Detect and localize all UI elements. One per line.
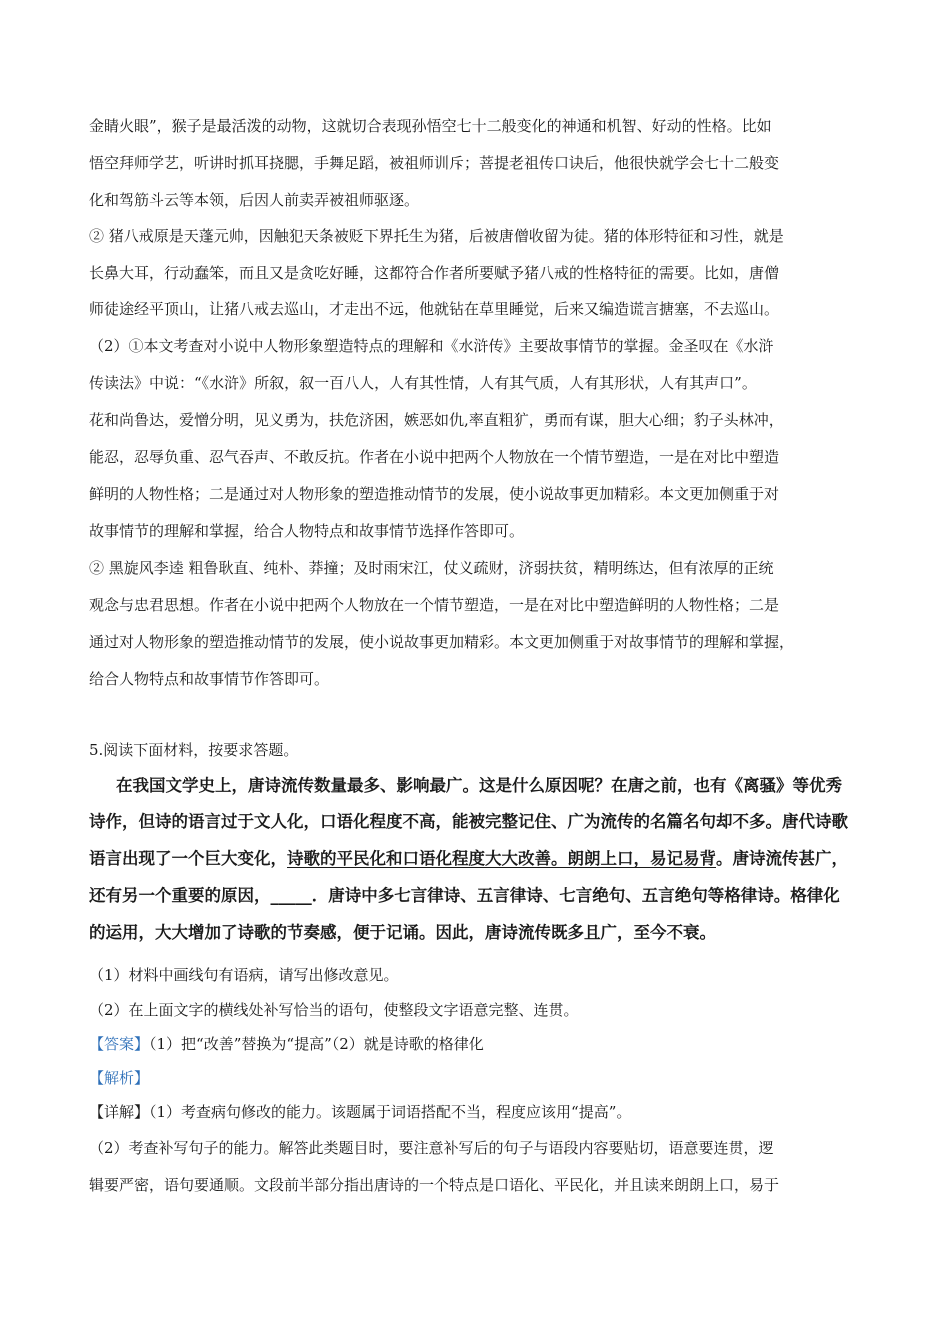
blank-line: _____	[270, 886, 312, 905]
material-text: 还有另一个重要的原因，	[89, 886, 271, 905]
text-line: 通过对人物形象的塑造推动情节的发展，使小说故事更加精彩。本文更加侧重于对故事情节的理解和掌握，	[89, 633, 795, 651]
material-text: ．唐诗中多七言律诗、五言律诗、七言绝句、五言绝句等格律诗。格律化	[311, 886, 840, 905]
text-line: 悟空拜师学艺，听讲时抓耳挠腮，手舞足蹈，被祖师训斥；菩提老祖传口诀后，他很快就学会七十二般变	[89, 154, 780, 172]
text-line: 观念与忠君思想。作者在小说中把两个人物放在一个情节塑造，一是在对比中塑造鲜明的人物性格；二是	[89, 596, 780, 614]
answer-tag: 【答案】	[89, 1035, 150, 1053]
text-line: 长鼻大耳，行动蠢笨，而且又是贪吃好睡，这都符合作者所要赋予猪八戒的性格特征的需要。比如，唐僧	[89, 264, 780, 282]
text-line: ② 黑旋风李逵 粗鲁耿直、纯朴、莽撞；及时雨宋江，仗义疏财，济弱扶贫，精明练达，但有浓厚的正统	[89, 559, 774, 577]
sub-question-2: （2）在上面文字的横线处补写恰当的语句，使整段文字语意完整、连贯。	[89, 1001, 579, 1019]
detail-line: 辑要严密，语句要通顺。文段前半部分指出唐诗的一个特点是口语化、平民化，并且读来朗朗上口，易于	[89, 1176, 780, 1194]
text-line: 能忍，忍辱负重、忍气吞声、不敢反抗。作者在小说中把两个人物放在一个情节塑造，一是在对比中塑造	[89, 448, 780, 466]
material-text: 语言出现了一个巨大变化，	[89, 849, 287, 868]
material-line	[89, 886, 864, 906]
material-text: 。唐诗流传甚广，	[716, 849, 848, 868]
analysis-tag: 【解析】	[89, 1069, 150, 1087]
answer-text: （1）把“改善”替换为“提高”（2）就是诗歌的格律化	[149, 1035, 484, 1053]
sub-question-1: （1）材料中画线句有语病，请写出修改意见。	[89, 966, 399, 984]
detail-line: 【详解】（1）考查病句修改的能力。该题属于词语搭配不当，程度应该用“提高”。	[89, 1103, 632, 1121]
text-line: 传读法》中说：“《水浒》所叙，叙一百八人，人有其性情，人有其气质，人有其形状，人有其声口”。	[89, 374, 757, 392]
text-line: 化和驾筋斗云等本领，后因人前卖弄被祖师驱逐。	[89, 191, 420, 209]
material-line	[89, 849, 864, 869]
text-line: 给合人物特点和故事情节作答即可。	[89, 670, 330, 688]
underlined-sentence: 诗歌的平民化和口语化程度大大改善。朗朗上口，易记易背	[287, 849, 716, 868]
text-line: 鲜明的人物性格；二是通过对人物形象的塑造推动情节的发展，使小说故事更加精彩。本文更加侧重于对	[89, 485, 780, 503]
question-title: 5.阅读下面材料，按要求答题。	[89, 741, 299, 759]
text-line: 故事情节的理解和掌握，给合人物特点和故事情节选择作答即可。	[89, 522, 525, 540]
answer-line	[89, 1034, 864, 1054]
text-line: ② 猪八戒原是天蓬元帅，因触犯天条被贬下界托生为猪，后被唐僧收留为徒。猪的体形特征和习性，就是	[89, 227, 784, 245]
text-line: （2）①本文考查对小说中人物形象塑造特点的理解和《水浒传》主要故事情节的掌握。金圣叹在《水浒	[89, 337, 774, 355]
text-line: 花和尚鲁达，爱憎分明，见义勇为，扶危济困，嫉恶如仇,率直粗犷，勇而有谋，胆大心细；豹子头林冲，	[89, 411, 784, 429]
material-line: 的运用，大大增加了诗歌的节奏感，便于记诵。因此，唐诗流传既多且广，至今不衰。	[89, 923, 716, 942]
text-line: 金睛火眼”，猴子是最活泼的动物，这就切合表现孙悟空七十二般变化的神通和机智、好动的性格。比如	[89, 117, 772, 135]
text-line: 师徒途经平顶山，让猪八戒去巡山，才走出不远，他就钻在草里睡觉，后来又编造谎言搪塞，不去巡山。	[89, 300, 780, 318]
material-line: 在我国文学史上，唐诗流传数量最多、影响最广。这是什么原因呢？在唐之前，也有《离骚》等优秀	[116, 776, 842, 795]
material-line: 诗作，但诗的语言过于文人化，口语化程度不高，能被完整记住、广为流传的名篇名句却不多。唐代诗歌	[89, 812, 848, 831]
detail-line: （2）考查补写句子的能力。解答此类题目时，要注意补写后的句子与语段内容要贴切，语意要连贯，逻	[89, 1139, 774, 1157]
